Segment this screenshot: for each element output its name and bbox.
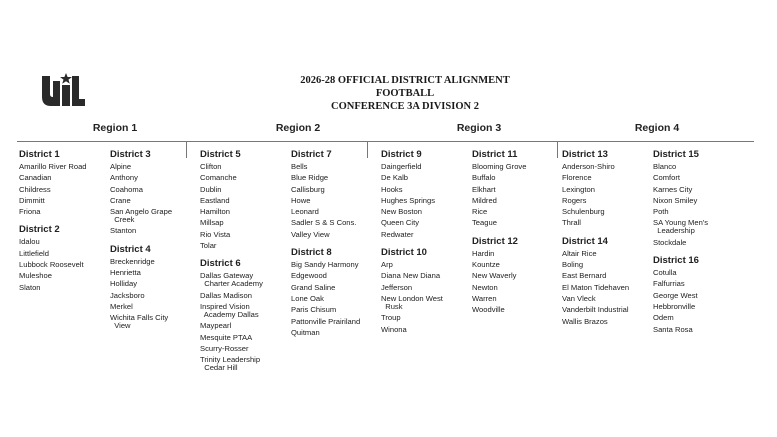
team-name: Sadler S & S Cons. [291, 218, 357, 228]
team-name: Comfort [653, 173, 681, 183]
team-name: Tolar [200, 241, 217, 251]
team-name: Wichita Falls City View [110, 313, 169, 331]
team-name: Odem [653, 313, 674, 323]
team-name: Altair Rice [562, 248, 597, 258]
district-heading: District 2 [19, 224, 60, 236]
team-name: Valley View [291, 229, 330, 239]
team-name: Mildred [472, 195, 497, 205]
team-name: Slaton [19, 282, 41, 292]
team-name: Breckenridge [110, 256, 155, 266]
team-name: Anderson-Shiro [562, 162, 615, 171]
team-name: Hebbronville [653, 301, 696, 311]
district-heading: District 7 [291, 149, 332, 160]
district-heading: District 5 [200, 149, 241, 160]
team-name: Mesquite PTAA [200, 332, 253, 342]
team-name: Troup [381, 313, 401, 323]
team-name: Thrall [562, 218, 581, 228]
team-name: Big Sandy Harmony [291, 260, 359, 270]
team-name: New Boston [381, 207, 422, 217]
team-name: Holliday [110, 279, 138, 289]
team-name: Woodville [472, 305, 505, 315]
region-2-heading: Region 2 [275, 122, 321, 134]
team-name: Hughes Springs [381, 195, 436, 205]
team-name: Cotulla [653, 268, 677, 278]
column-3 [200, 148, 292, 375]
title-line-3: CONFERENCE 3A DIVISION 2 [331, 101, 479, 112]
team-name: Wallis Brazos [562, 316, 608, 326]
team-name: Karnes City [653, 184, 693, 194]
team-name: Trinity Leadership Cedar Hill [200, 355, 261, 373]
team-name: New London West Rusk [381, 293, 443, 311]
team-name: Newton [472, 282, 498, 292]
column-1 [19, 148, 111, 295]
team-name: Blooming Grove [472, 162, 527, 171]
column-5 [381, 148, 473, 337]
district-heading: District 13 [562, 149, 608, 160]
column-7 [562, 148, 654, 329]
district-heading: District 4 [110, 243, 151, 255]
district-heading: District 11 [472, 149, 518, 160]
team-name: El Maton Tidehaven [562, 282, 630, 292]
team-name: Alpine [110, 162, 132, 171]
team-name: Callisburg [291, 184, 325, 194]
team-name: Clifton [200, 162, 222, 171]
team-name: Jefferson [381, 282, 413, 292]
team-name: Lexington [562, 184, 595, 194]
column-8 [653, 148, 745, 337]
team-name: Teague [472, 218, 497, 228]
team-name: Blanco [653, 162, 677, 171]
team-name: East Bernard [562, 271, 607, 281]
region-4-heading: Region 4 [634, 122, 680, 134]
team-name: Scurry-Rosser [200, 343, 249, 353]
team-name: Blue Ridge [291, 173, 329, 183]
team-name: Nixon Smiley [653, 195, 698, 205]
team-name: Hamilton [200, 207, 230, 217]
team-name: Crane [110, 195, 131, 205]
team-name: Friona [19, 207, 41, 217]
team-name: Howe [291, 195, 311, 205]
district-heading: District 3 [110, 149, 151, 160]
district-heading: District 9 [381, 149, 422, 160]
team-name: Muleshoe [19, 271, 52, 281]
team-name: Stockdale [653, 237, 687, 247]
header-divider [17, 141, 754, 142]
team-name: Henrietta [110, 268, 141, 278]
team-name: Falfurrias [653, 279, 685, 289]
team-name: Jacksboro [110, 290, 145, 300]
team-name: Paris Chisum [291, 305, 337, 315]
team-name: Kountze [472, 260, 500, 270]
district-heading: District 1 [19, 149, 60, 160]
team-name: Buffalo [472, 173, 496, 183]
team-name: Rogers [562, 195, 587, 205]
team-name: Idalou [19, 237, 40, 247]
team-name: Queen City [381, 218, 419, 228]
team-name: Redwater [381, 229, 414, 239]
title-line-2: FOOTBALL [375, 88, 435, 99]
team-name: Amarillo River Road [19, 162, 87, 171]
team-name: Daingerfield [381, 162, 422, 171]
team-name: Boling [562, 260, 584, 270]
district-heading: District 16 [653, 255, 699, 267]
team-name: George West [653, 290, 698, 300]
team-name: Stanton [110, 226, 137, 236]
team-name: Elkhart [472, 184, 496, 194]
team-name: Hardin [472, 248, 495, 258]
team-name: Maypearl [200, 321, 232, 331]
team-name: San Angelo Grape Creek [110, 207, 173, 225]
district-heading: District 14 [562, 235, 608, 247]
team-name: Eastland [200, 195, 230, 205]
team-name: Dallas Madison [200, 290, 252, 300]
team-name: Schulenburg [562, 207, 605, 217]
team-name: Hooks [381, 184, 403, 194]
column-4 [291, 148, 383, 340]
district-heading: District 8 [291, 247, 332, 259]
team-name: Lubbock Roosevelt [19, 260, 84, 270]
team-name: Inspired Vision Academy Dallas [200, 301, 259, 319]
team-name: Grand Saline [291, 282, 336, 292]
title-line-1: 2026-28 OFFICIAL DISTRICT ALIGNMENT [300, 75, 510, 86]
team-name: De Kalb [381, 173, 409, 183]
team-name: Childress [19, 184, 51, 194]
team-name: Van Vleck [562, 293, 596, 303]
column-2 [110, 148, 202, 334]
team-name: Leonard [291, 207, 319, 217]
team-name: Florence [562, 173, 592, 183]
district-heading: District 10 [381, 247, 427, 259]
team-name: Arp [381, 260, 393, 270]
uil-logo [40, 72, 86, 108]
team-name: Santa Rosa [653, 324, 693, 334]
team-name: Lone Oak [291, 293, 324, 303]
team-name: Canadian [19, 173, 52, 183]
team-name: Warren [472, 293, 497, 303]
team-name: Dimmitt [19, 195, 45, 205]
team-name: Rio Vista [200, 229, 231, 239]
district-heading: District 12 [472, 235, 518, 247]
team-name: Poth [653, 207, 669, 217]
team-name: Vanderbilt Industrial [562, 305, 629, 315]
team-name: Dallas Gateway Charter Academy [200, 271, 263, 289]
team-name: Edgewood [291, 271, 327, 281]
team-name: Winona [381, 324, 407, 334]
team-name: New Waverly [472, 271, 517, 281]
team-name: Millsap [200, 218, 224, 228]
team-name: Rice [472, 207, 488, 217]
team-name: Dublin [200, 184, 222, 194]
district-heading: District 6 [200, 258, 241, 270]
team-name: Diana New Diana [381, 271, 441, 281]
team-name: Littlefield [19, 248, 49, 258]
district-heading: District 15 [653, 149, 699, 160]
team-name: Coahoma [110, 184, 143, 194]
team-name: Pattonville Prairiland [291, 316, 361, 326]
team-name: SA Young Men's Leadership [653, 218, 709, 236]
team-name: Bells [291, 162, 308, 171]
region-3-heading: Region 3 [456, 122, 502, 134]
region-1-heading: Region 1 [92, 122, 138, 134]
team-name: Anthony [110, 173, 138, 183]
column-6 [472, 148, 564, 318]
team-name: Quitman [291, 327, 320, 337]
team-name: Merkel [110, 301, 133, 311]
team-name: Comanche [200, 173, 237, 183]
